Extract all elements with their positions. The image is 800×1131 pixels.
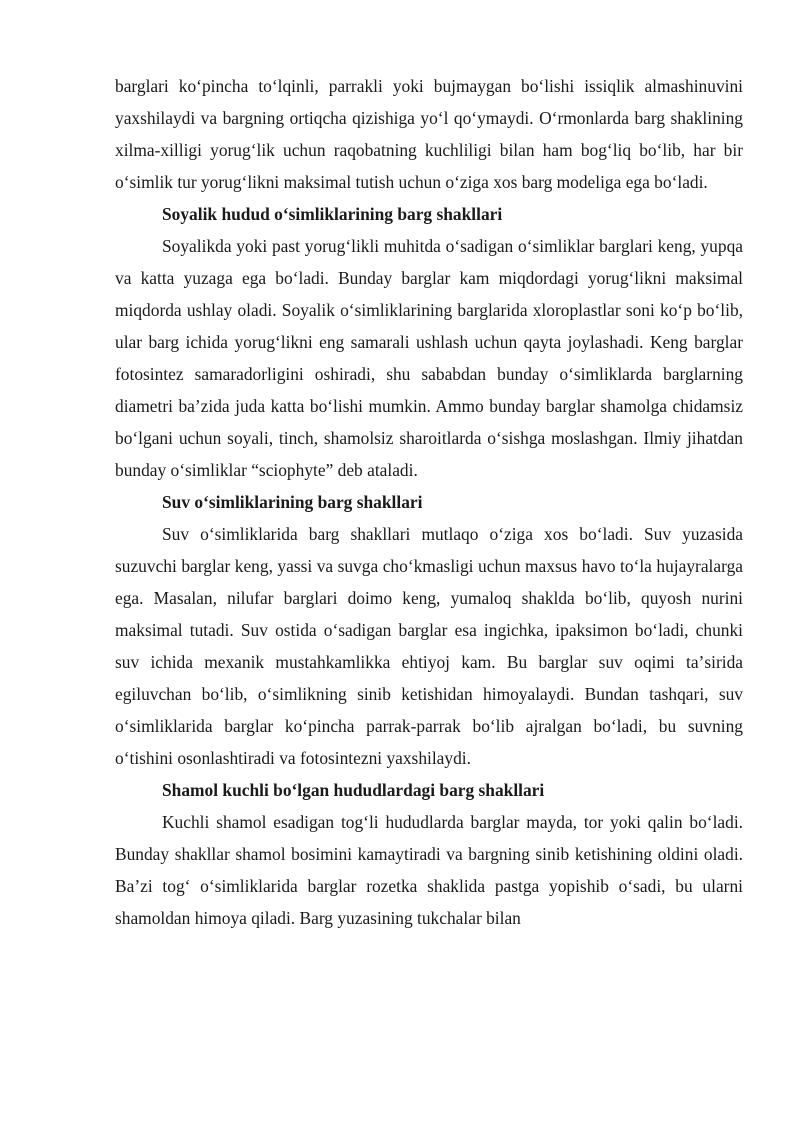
paragraph-intro: barglari koʻpincha toʻlqinli, parrakli yoki bujmaygan boʻlishi issiqlik almashinuvini yaxshilaydi va bargning ortiqcha qizishiga yoʻl qoʻymaydi. Oʻrmonlarda barg shaklining xilma-xilligi yorugʻlik uchun raqobatning kuchliligi bilan ham bogʻliq boʻlib, har bir oʻsimlik tur yorugʻlikni maksimal tutish uchun oʻziga xos barg modeliga ega boʻladi. [115,76,743,192]
heading-aquatic-plants: Suv oʻsimliklarining barg shakllari [162,492,423,512]
paragraph-windy-regions: Kuchli shamol esadigan togʻli hududlarda barglar mayda, tor yoki qalin boʻladi. Bunday shakllar shamol bosimini kamaytiradi va bargning sinib ketishining oldini oladi. Baʼzi togʻ oʻsimliklarida barglar rozetka shaklida pastga yopishib oʻsadi, bu ularni shamoldan himoya qiladi. Barg yuzasining tukchalar bilan [115,812,743,928]
heading-shade-plants: Soyalik hudud oʻsimliklarining barg shakllari [162,204,503,224]
paragraph-shade-plants: Soyalikda yoki past yorugʻlikli muhitda oʻsadigan oʻsimliklar barglari keng, yupqa va katta yuzaga ega boʻladi. Bunday barglar kam miqdordagi yorugʻlikni maksimal miqdorda ushlay oladi. Soyalik oʻsimliklarining barglarida xloroplastlar soni koʻp boʻlib, ular barg ichida yorugʻlikni eng samarali ushlash uchun qayta joylashadi. Keng barglar fotosintez samaradorligini oshiradi, shu sababdan bunday oʻsimliklarda barglarning diametri baʼzida juda katta boʻlishi mumkin. Ammo bunday barglar shamolga chidamsiz boʻlgani uchun soyali, tinch, shamolsiz sharoitlarda oʻsishga moslashgan. Ilmiy jihatdan bunday oʻsimliklar “sciophyte” deb ataladi. [115,236,743,480]
heading-windy-regions: Shamol kuchli boʻlgan hududlardagi barg shakllari [162,780,545,800]
paragraph-aquatic-plants: Suv oʻsimliklarida barg shakllari mutlaqo oʻziga xos boʻladi. Suv yuzasida suzuvchi barglar keng, yassi va suvga choʻkmasligi uchun maxsus havo toʻla hujayralarga ega. Masalan, nilufar barglari doimo keng, yumaloq shaklda boʻlib, quyosh nurini maksimal tutadi. Suv ostida oʻsadigan barglar esa ingichka, ipaksimon boʻladi, chunki suv ichida mexanik mustahkamlikka ehtiyoj kam. Bu barglar suv oqimi taʼsirida egiluvchan boʻlib, oʻsimlikning sinib ketishidan himoyalaydi. Bundan tashqari, suv oʻsimliklarida barglar koʻpincha parrak-parrak boʻlib ajralgan boʻladi, bu suvning oʻtishini osonlashtiradi va fotosintezni yaxshilaydi. [115,524,743,768]
document-page [115,70,743,934]
